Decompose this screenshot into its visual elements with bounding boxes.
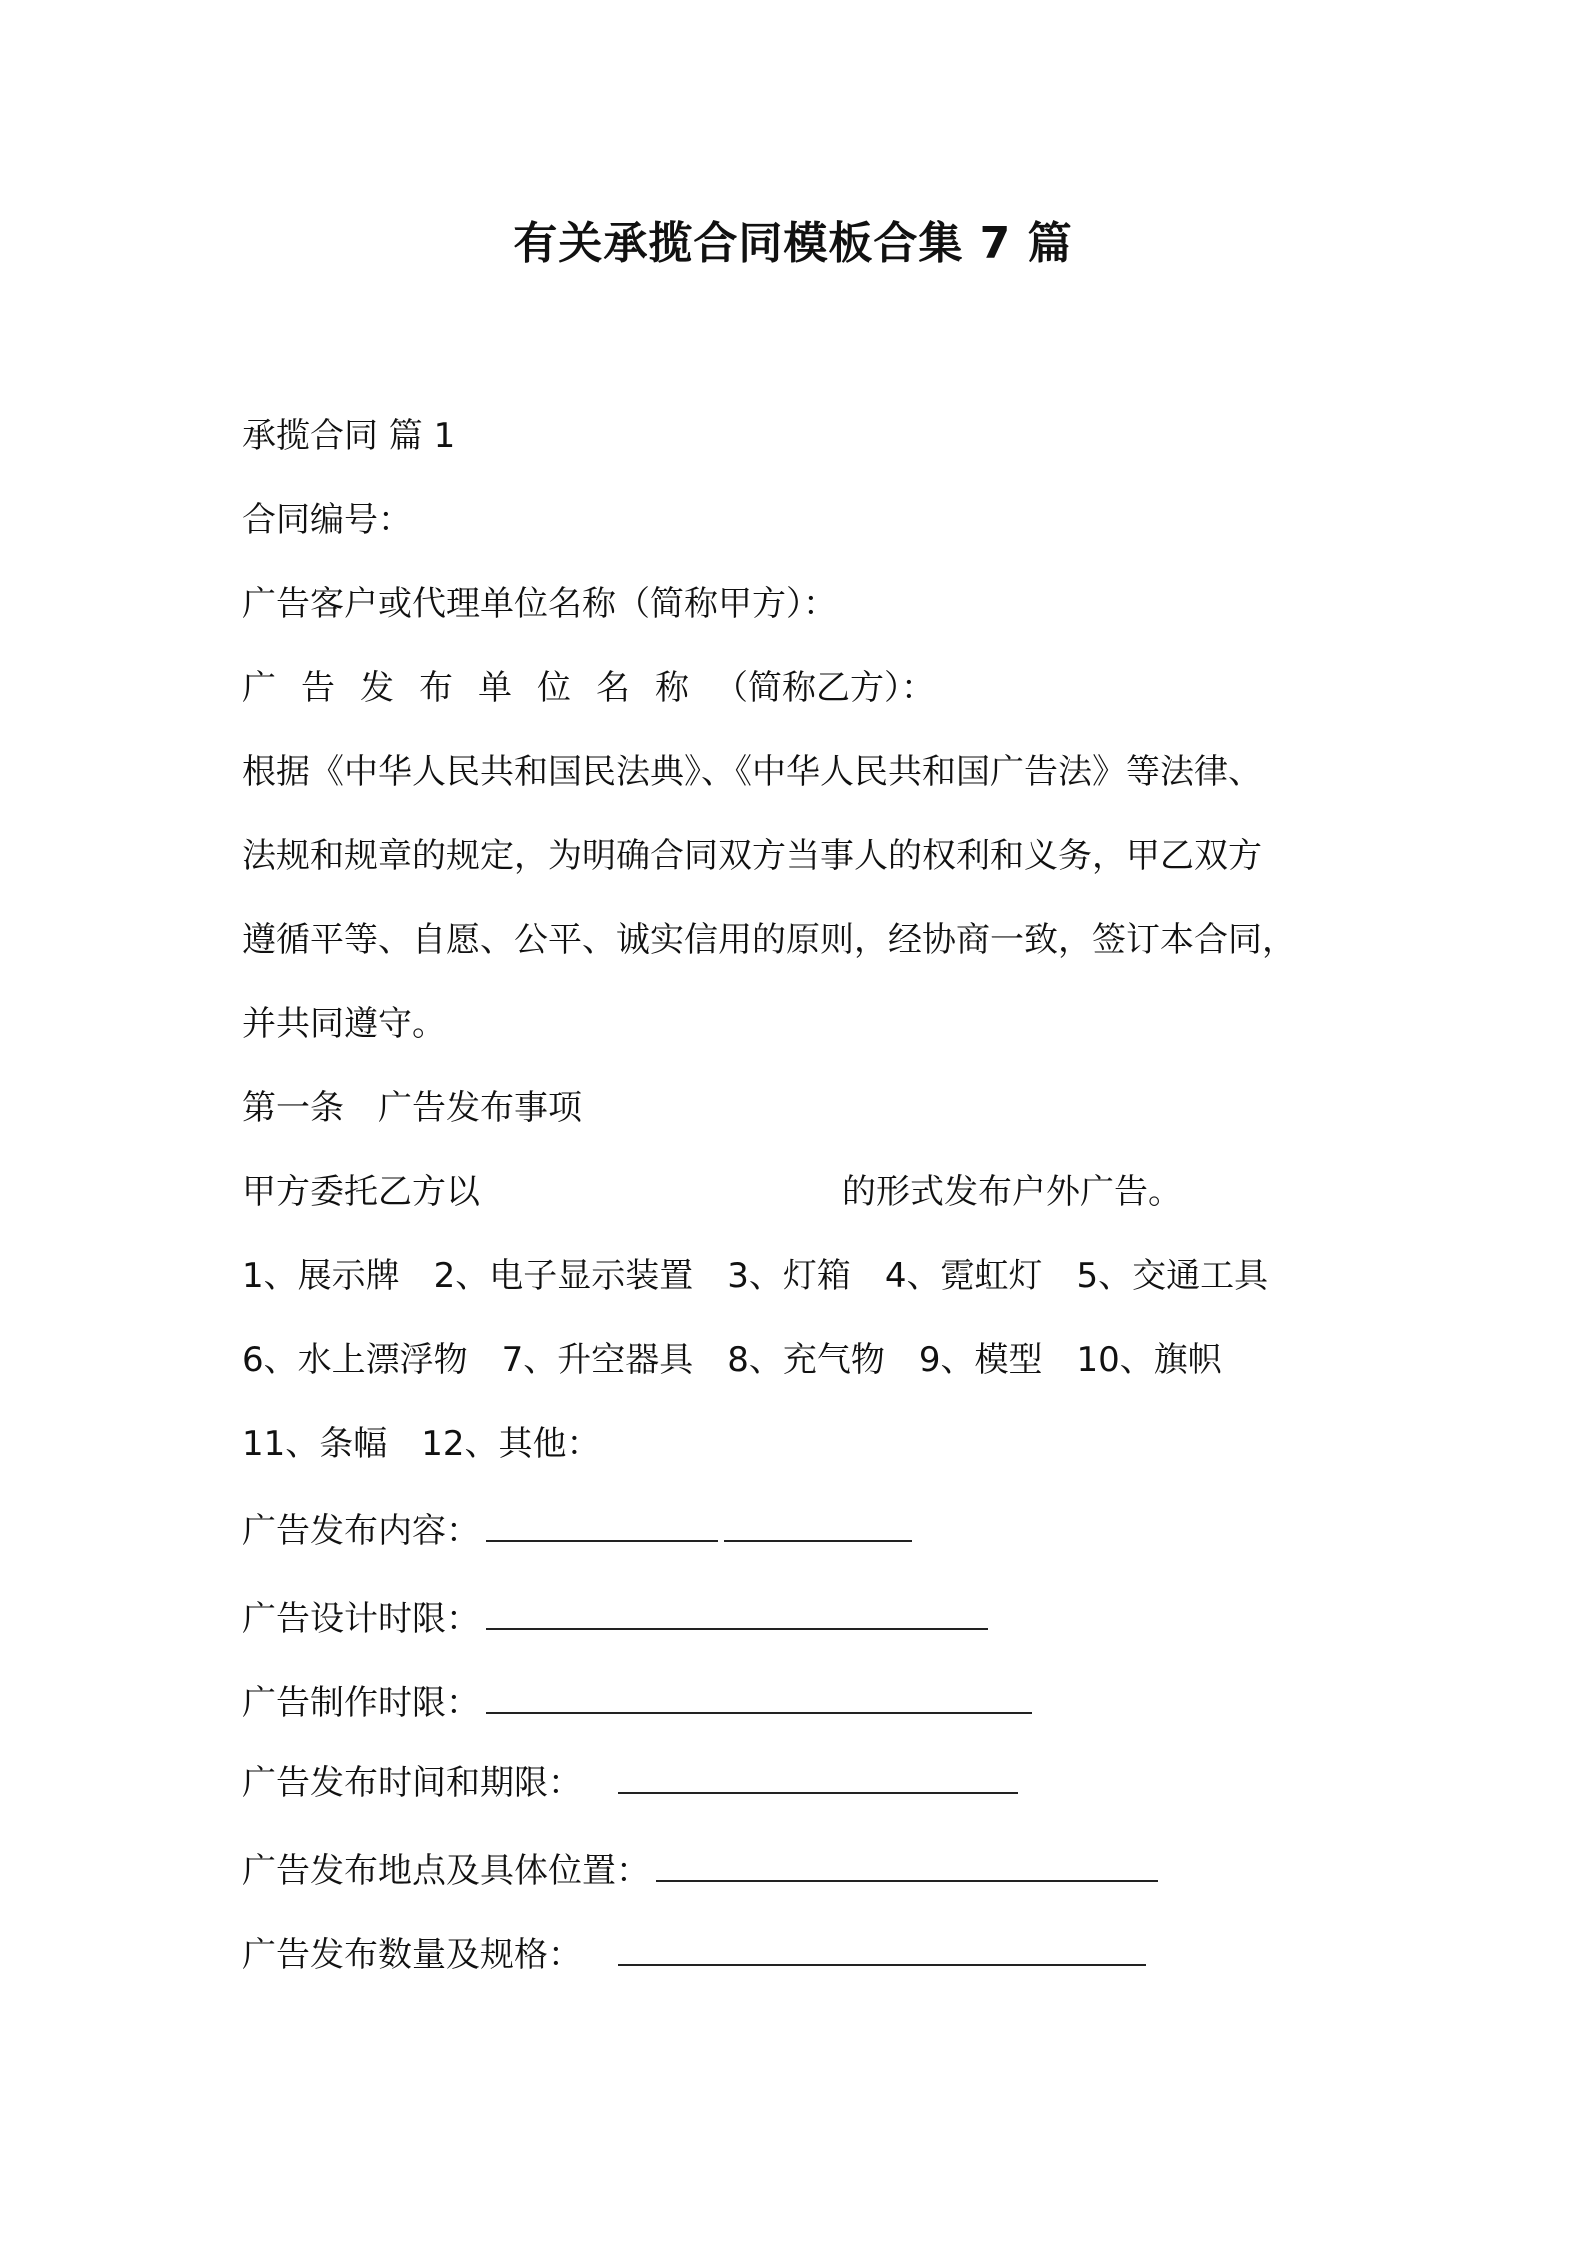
field-label: 广告发布内容： (242, 1511, 480, 1551)
preamble-line: 并共同遵守。 (242, 1004, 446, 1044)
entrust-suffix: 的形式发布户外广告。 (842, 1172, 1182, 1212)
blank-line[interactable] (486, 1592, 988, 1630)
option-line: 11、条幅 12、其他： (242, 1424, 601, 1464)
blank-line[interactable] (724, 1504, 912, 1542)
field-label: 广告发布数量及规格： (242, 1935, 582, 1975)
party-b-suffix: （简称乙方）： (714, 668, 935, 708)
entrust-prefix: 甲方委托乙方以 (242, 1172, 480, 1212)
option-line: 1、展示牌 2、电子显示装置 3、灯箱 4、霓虹灯 5、交通工具 (242, 1256, 1269, 1296)
option-line: 6、水上漂浮物 7、升空器具 8、充气物 9、模型 10、旗帜 (242, 1340, 1222, 1380)
preamble-line: 法规和规章的规定，为明确合同双方当事人的权利和义务，甲乙双方 (242, 836, 1262, 876)
article-1-heading: 第一条 广告发布事项 (242, 1088, 582, 1128)
field-publish-quantity (242, 1928, 1146, 1979)
field-label: 广告制作时限： (242, 1683, 480, 1723)
party-b-label: 广告发布单位名称 (242, 668, 714, 708)
blank-line[interactable] (618, 1756, 1018, 1794)
blank-line[interactable] (618, 1928, 1146, 1966)
field-publish-location (242, 1844, 1158, 1895)
blank-line[interactable] (656, 1844, 1158, 1882)
field-label: 广告发布地点及具体位置： (242, 1851, 650, 1891)
field-content (242, 1504, 912, 1555)
field-label: 广告发布时间和期限： (242, 1763, 582, 1803)
blank-line[interactable] (486, 1676, 1032, 1714)
field-design-period (242, 1592, 988, 1643)
blank-line[interactable] (486, 1504, 718, 1542)
field-publish-time (242, 1756, 1018, 1807)
preamble-line: 遵循平等、自愿、公平、诚实信用的原则，经协商一致，签订本合同， (242, 920, 1296, 960)
field-production-period (242, 1676, 1032, 1727)
party-b-line (242, 664, 935, 712)
contract-number-label: 合同编号： (242, 500, 412, 540)
field-label: 广告设计时限： (242, 1599, 480, 1639)
section-heading: 承揽合同 篇 1 (242, 416, 456, 456)
preamble-line: 根据《中华人民共和国民法典》、《中华人民共和国广告法》等法律、 (242, 752, 1262, 792)
document-title: 有关承揽合同模板合集 7 篇 (513, 218, 1073, 269)
party-a-label: 广告客户或代理单位名称（简称甲方）： (242, 584, 837, 624)
